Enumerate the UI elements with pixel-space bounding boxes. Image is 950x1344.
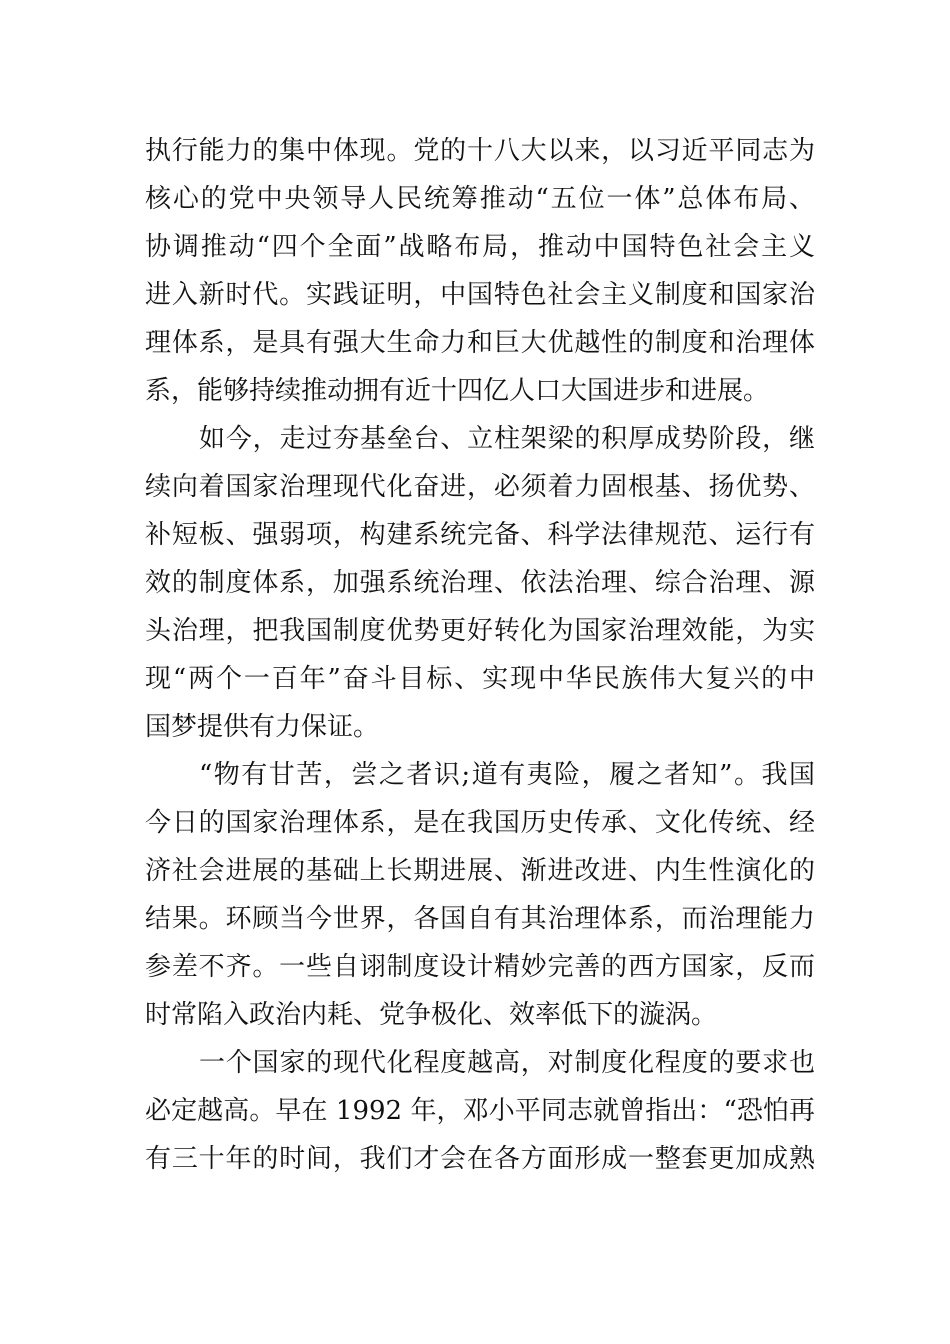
text-line: 现“两个一百年”奋斗目标、实现中华民族伟大复兴的中 [145, 664, 815, 694]
text-line: 结果。环顾当今世界，各国自有其治理体系，而治理能力 [145, 904, 815, 934]
text-line: 续向着国家治理现代化奋进，必须着力固根基、扬优势、 [145, 472, 815, 502]
text-line: 补短板、强弱项，构建系统完备、科学法律规范、运行有 [145, 520, 815, 550]
text-line: 时常陷入政治内耗、党争极化、效率低下的漩涡。 [145, 1000, 718, 1030]
text-line: 国梦提供有力保证。 [145, 712, 380, 742]
text-line: 头治理，把我国制度优势更好转化为国家治理效能，为实 [145, 616, 815, 646]
text-line: 协调推动“四个全面”战略布局，推动中国特色社会主义 [145, 232, 815, 262]
text-line: 进入新时代。实践证明，中国特色社会主义制度和国家治 [145, 280, 815, 310]
paragraph-first-line: “物有甘苦，尝之者识;道有夷险，履之者知”。我国 [199, 760, 815, 790]
text-line: 理体系，是具有强大生命力和巨大优越性的制度和治理体 [145, 328, 815, 358]
text-line: 系，能够持续推动拥有近十四亿人口大国进步和进展。 [145, 376, 770, 406]
text-line: 济社会进展的基础上长期进展、渐进改进、内生性演化的 [145, 856, 815, 886]
paragraph-first-line: 一个国家的现代化程度越高，对制度化程度的要求也 [199, 1048, 815, 1078]
text-line: 核心的党中央领导人民统筹推动“五位一体”总体布局、 [145, 184, 815, 214]
text-line: 有三十年的时间，我们才会在各方面形成一整套更加成熟 [145, 1144, 815, 1174]
text-line: 今日的国家治理体系，是在我国历史传承、文化传统、经 [145, 808, 815, 838]
text-line: 效的制度体系，加强系统治理、依法治理、综合治理、源 [145, 568, 815, 598]
text-line: 必定越高。早在 1992 年，邓小平同志就曾指出：“恐怕再 [145, 1096, 815, 1126]
body-text [145, 127, 815, 1183]
paragraph-first-line: 如今，走过夯基垒台、立柱架梁的积厚成势阶段，继 [199, 424, 815, 454]
text-line: 执行能力的集中体现。党的十八大以来，以习近平同志为 [145, 136, 815, 166]
text-line: 参差不齐。一些自诩制度设计精妙完善的西方国家，反而 [145, 952, 815, 982]
